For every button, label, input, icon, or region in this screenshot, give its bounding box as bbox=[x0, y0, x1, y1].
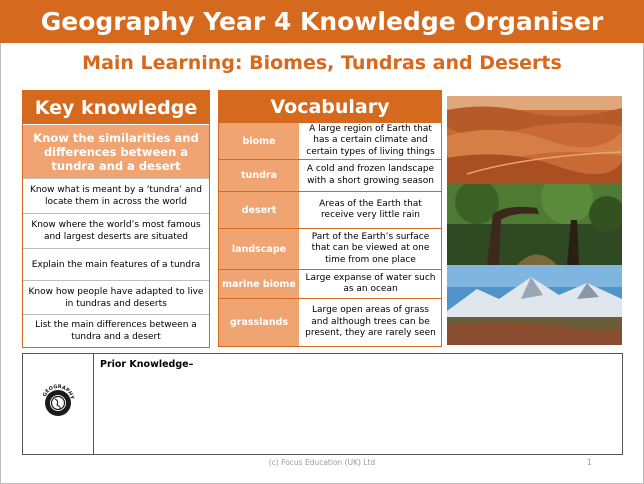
vocabulary-row bbox=[219, 298, 441, 346]
vocabulary-row bbox=[219, 159, 441, 191]
desert-photo bbox=[447, 96, 622, 184]
vocabulary-table bbox=[218, 90, 442, 347]
vocabulary-row bbox=[219, 191, 441, 228]
key-knowledge-heading: Key knowledge bbox=[23, 91, 209, 124]
logo-text: GEOGRAPHY bbox=[41, 383, 75, 401]
vocabulary-definition: Large expanse of water such as an ocean bbox=[305, 272, 436, 294]
footer-copyright: (c) Focus Education (UK) Ltd bbox=[268, 458, 376, 467]
vocabulary-term: biome bbox=[219, 123, 300, 159]
prior-knowledge-box bbox=[22, 353, 623, 455]
prior-knowledge-label: Prior Knowledge– bbox=[100, 359, 194, 370]
page-subtitle: Main Learning: Biomes, Tundras and Deserts bbox=[82, 52, 562, 74]
page-title: Geography Year 4 Knowledge Organiser bbox=[0, 0, 644, 43]
vocabulary-row bbox=[219, 228, 441, 269]
vocabulary-heading: Vocabulary bbox=[219, 91, 441, 122]
vocabulary-definition: A cold and frozen landscape with a short growing season bbox=[306, 164, 435, 186]
logo-cell bbox=[23, 354, 94, 454]
vocabulary-term: landscape bbox=[219, 229, 300, 269]
vocabulary-definition: Areas of the Earth that receive very little rain bbox=[319, 198, 422, 220]
key-knowledge-intro: Know the similarities and differences between a tundra and a desert bbox=[23, 124, 209, 178]
key-knowledge-panel bbox=[22, 90, 210, 348]
vocabulary-term: grasslands bbox=[219, 299, 300, 346]
vocabulary-definition: A large region of Earth that has a certain climate and certain types of living things bbox=[306, 123, 435, 157]
vocabulary-row bbox=[219, 122, 441, 159]
tundra-photo bbox=[447, 265, 622, 345]
vocabulary-term: desert bbox=[219, 192, 300, 228]
vocabulary-row bbox=[219, 269, 441, 298]
vocabulary-term: tundra bbox=[219, 160, 300, 191]
forest-photo bbox=[447, 184, 622, 265]
geography-globe-icon bbox=[39, 382, 77, 420]
key-knowledge-item: List the main differences between a tundra and a desert bbox=[23, 314, 209, 347]
key-knowledge-item: Know where the world’s most famous and largest deserts are situated bbox=[23, 213, 209, 248]
key-knowledge-item: Know what is meant by a ‘tundra’ and locate them in across the world bbox=[23, 178, 209, 213]
key-knowledge-item: Explain the main features of a tundra bbox=[23, 248, 209, 280]
vocabulary-definition: Large open areas of grass and although trees can be present, they are rarely seen bbox=[305, 305, 436, 339]
page-number: 1 bbox=[587, 458, 592, 467]
key-knowledge-item: Know how people have adapted to live in tundras and deserts bbox=[23, 280, 209, 314]
vocabulary-term: marine biome bbox=[219, 270, 300, 298]
vocabulary-definition: Part of the Earth’s surface that can be viewed at one time from one place bbox=[311, 231, 430, 265]
